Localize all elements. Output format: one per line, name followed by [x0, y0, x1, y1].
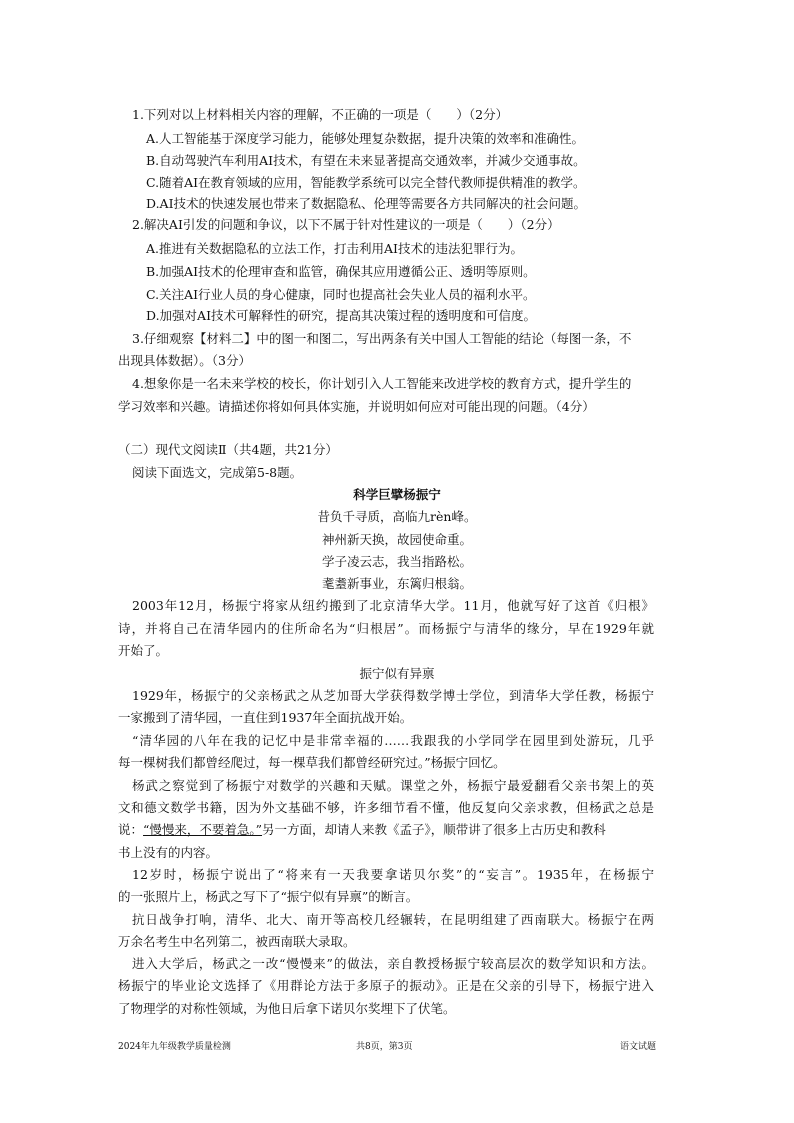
q2-stem: 2.解决AI引发的问题和争议，以下不属于针对性建议的一项是（ ）（2分）	[132, 217, 560, 232]
para4-line-3	[118, 822, 606, 838]
para4-line-4: 书上没有的内容。	[118, 845, 219, 860]
para6-line-2: 万余名考生中名列第二，被西南联大录取。	[118, 934, 356, 949]
footer-exam-name: 2024年九年级教学质量检测	[118, 1042, 231, 1052]
para3-line-2: 每一棵树我们都曾经爬过，每一棵草我们都曾经研究过。”杨振宁回忆。	[118, 755, 506, 770]
underlined-quote: “慢慢来，不要着急。”	[143, 822, 263, 837]
q3-line-1: 3.仔细观察【材料二】中的图一和图二，写出两条有关中国人工智能的结论（每图一条，不	[132, 331, 632, 346]
para5-line-1: 12岁时，杨振宁说出了“将来有一天我要拿诺贝尔奖”的“妄言”。1935年，在杨振宁	[132, 867, 654, 882]
para7-line-1: 进入大学后，杨武之一改“慢慢来”的做法，亲自教授杨振宁较高层次的数学知识和方法。	[132, 956, 654, 971]
poem-line-3: 学子凌云志，我当指路松。	[321, 554, 472, 569]
q1-option-c: C.随着AI在教育领域的应用，智能教学系统可以完全替代教师提供精准的教学。	[146, 175, 586, 190]
para7-line-2: 杨振宁的毕业论文选择了《用群论方法于多原子的振动》。正是在父亲的引导下，杨振宁进入	[118, 978, 654, 993]
para1-line-3: 开始了。	[118, 643, 169, 658]
para7-line-3: 了物理学的对称性领域，为他日后拿下诺贝尔奖埋下了伏笔。	[118, 1001, 456, 1016]
para5-line-2: 的一张照片上，杨武之写下了“振宁似有异禀”的断言。	[118, 889, 419, 904]
footer-page-number: 共8页，第3页	[356, 1042, 413, 1052]
para6-line-1: 抗日战争打响，清华、北大、南开等高校几经辗转，在昆明组建了西南联大。杨振宁在两	[132, 912, 654, 927]
para3-line-1: “清华园的八年在我的记忆中是非常幸福的……我跟我的小学同学在园里到处游玩，几乎	[132, 733, 654, 748]
para4-line-1: 杨武之察觉到了杨振宁对数学的兴趣和天赋。课堂之外，杨振宁最爱翻看父亲书架上的英	[132, 778, 654, 793]
para1-line-1: 2003年12月，杨振宁将家从纽约搬到了北京清华大学。11月，他就写好了这首《归根》	[132, 598, 654, 613]
para2-line-2: 一家搬到了清华园，一直住到1937年全面抗战开始。	[118, 710, 413, 725]
para4-line-3-prefix: 说：	[118, 822, 144, 837]
para4-line-3-suffix: 另一方面，却请人来教《孟子》，顺带讲了很多上古历史和教科	[262, 822, 606, 837]
article-title: 科学巨擘杨振宁	[353, 487, 441, 502]
section-heading: （二）现代文阅读Ⅱ（共4题，共21分）	[118, 442, 338, 457]
q1-option-a: A.人工智能基于深度学习能力，能够处理复杂数据，提升决策的效率和准确性。	[146, 131, 585, 146]
q2-option-d: D.加强对AI技术可解释性的研究，提高其决策过程的透明度和可信度。	[146, 308, 537, 323]
para1-line-2: 诗，并将自己在清华园内的住所命名为“归根居”。而杨振宁与清华的缘分，早在1929年就	[118, 621, 654, 636]
q2-option-a: A.推进有关数据隐私的立法工作，打击利用AI技术的违法犯罪行为。	[146, 241, 523, 256]
q4-line-1: 4.想象你是一名未来学校的校长，你计划引入人工智能来改进学校的教育方式，提升学生的	[132, 376, 632, 391]
para4-line-2: 文和德文数学书籍，因为外文基础不够，许多细节看不懂，他反复向父亲求教，但杨武之总是	[118, 800, 654, 815]
poem-line-4: 耄耋新事业，东篱归根翁。	[321, 576, 472, 591]
para2-line-1: 1929年，杨振宁的父亲杨武之从芝加哥大学获得数学博士学位，到清华大学任教，杨振宁	[132, 688, 654, 703]
q4-line-2: 学习效率和兴趣。请描述你将如何具体实施，并说明如何应对可能出现的问题。（4分）	[118, 399, 595, 414]
q2-option-c: C.关注AI行业人员的身心健康，同时也提高社会失业人员的福利水平。	[146, 287, 536, 302]
q1-option-b: B.自动驾驶汽车利用AI技术，有望在未来显著提高交通效率，并减少交通事故。	[146, 153, 586, 168]
q2-option-b: B.加强AI技术的伦理审查和监管，确保其应用遵循公正、透明等原则。	[146, 264, 536, 279]
poem-line-2: 神州新天换，故园使命重。	[321, 532, 472, 547]
q3-line-2: 出现具体数据）。（3分）	[118, 353, 251, 368]
section-instruction: 阅读下面选文，完成第5-8题。	[132, 465, 303, 480]
q1-stem: 1.下列对以上材料相关内容的理解，不正确的一项是（ ）（2分）	[132, 107, 509, 122]
q1-option-d: D.AI技术的快速发展也带来了数据隐私、伦理等需要各方共同解决的社会问题。	[146, 196, 587, 211]
poem-line-1: 昔负千寻质，高临九rèn峰。	[317, 509, 477, 524]
footer-subject: 语文试题	[620, 1042, 657, 1052]
subtitle: 振宁似有异禀	[359, 666, 435, 681]
